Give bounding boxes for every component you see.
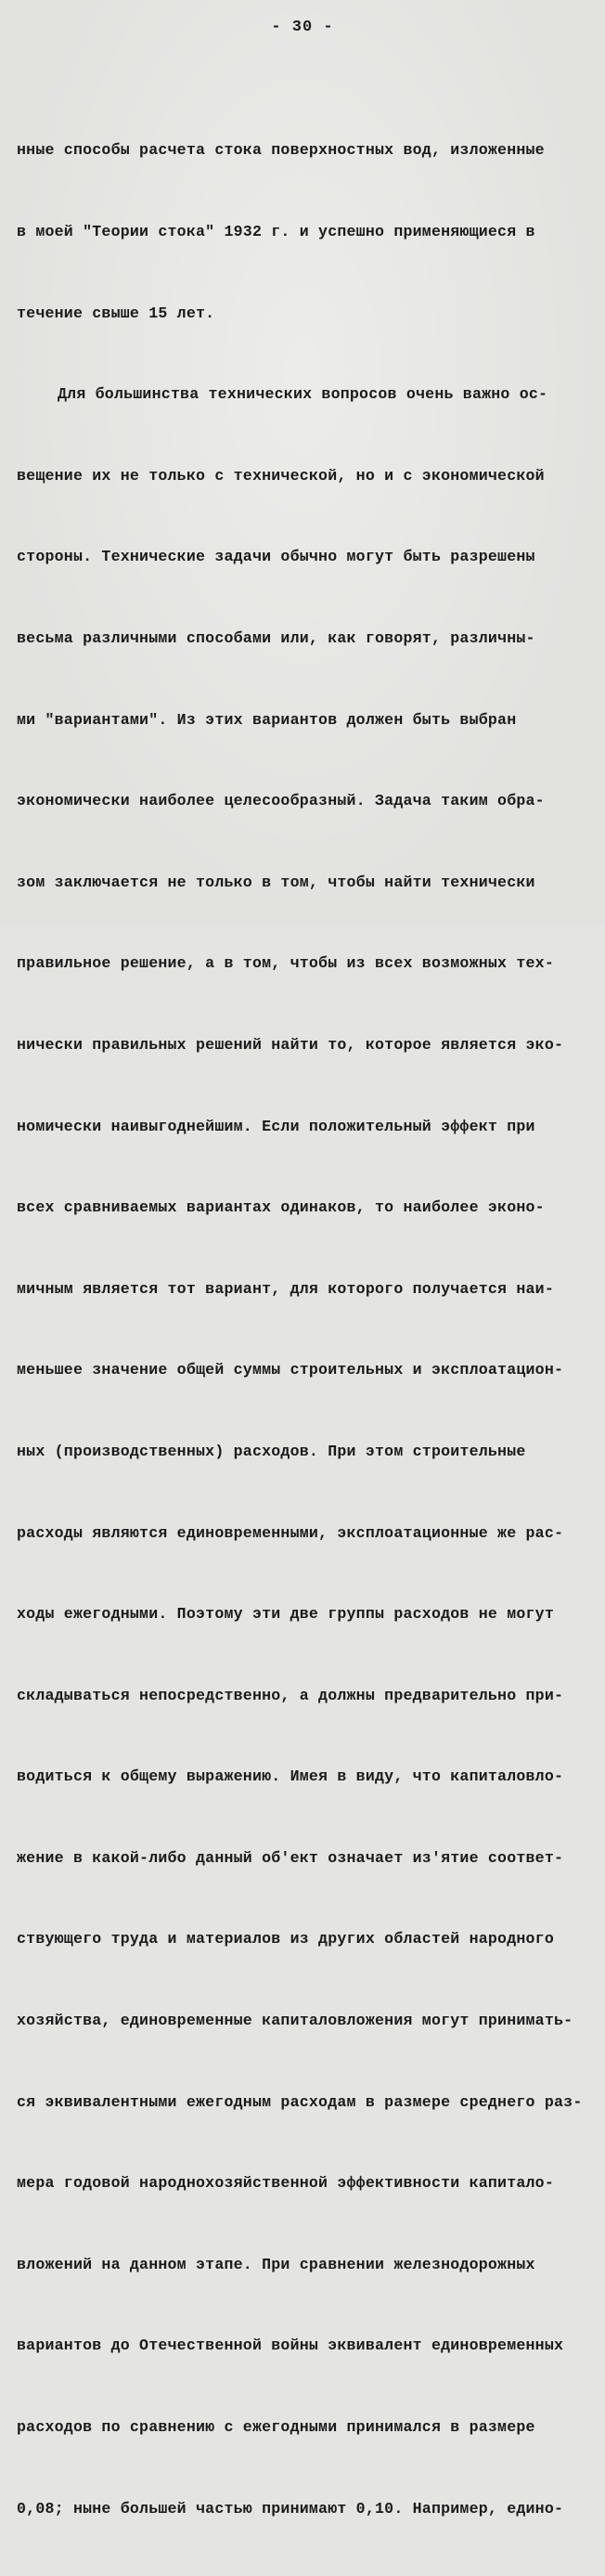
text-line: ми "вариантами". Из этих вариантов должен быть выбран (17, 710, 517, 729)
text-line: в моей "Теории стока" 1932 г. и успешно применяющиеся в (17, 223, 535, 240)
body-text (17, 83, 585, 2576)
text-line: ся эквивалентными ежегодным расходам в размере среднего раз- (17, 2092, 583, 2111)
text-line: ходы ежегодными. Поэтому эти две группы расходов не могут (17, 1605, 554, 1624)
page-number: - 30 - (271, 19, 334, 36)
paragraph-first-line: Для большинства технических вопросов очень важно ос- (58, 385, 548, 404)
text-line: меньшее значение общей суммы строительных и эксплоатацион- (17, 1361, 564, 1379)
text-line: нически правильных решений найти то, которое является эко- (17, 1035, 564, 1054)
text-line: расходов по сравнению с ежегодными принимался в размере (17, 2418, 535, 2437)
text-line: экономически наиболее целесообразный. Задача таким обра- (17, 792, 545, 810)
text-line: течение свыше 15 лет. (17, 304, 215, 322)
text-line: всех сравниваемых вариантах одинаков, то наиболее эконо- (17, 1198, 545, 1217)
text-line: весьма различными способами или, как говорят, различны- (17, 628, 535, 647)
text-line: вещение их не только с технической, но и с экономической (17, 466, 545, 485)
text-line: расходы являются единовременными, эксплоатационные же рас- (17, 1523, 564, 1542)
text-line: водиться к общему выражению. Имея в виду, что капиталовло- (17, 1767, 564, 1786)
text-line: зом заключается не только в том, чтобы найти технически (17, 873, 535, 891)
text-line: номически наивыгоднейшим. Если положительный эффект при (17, 1117, 535, 1135)
text-line: нные способы расчета стока поверхностных вод, изложенные (17, 141, 545, 160)
text-line: хозяйства, единовременные капиталовложения могут принимать- (17, 2012, 573, 2030)
text-line: правильное решение, а в том, чтобы из всех возможных тех- (17, 954, 554, 973)
text-line: 0,08; ныне большей частью принимают 0,10. Например, едино- (17, 2499, 564, 2518)
text-line: складываться непосредственно, а должны предварительно при- (17, 1686, 564, 1704)
text-line: ных (производственных) расходов. При этом строительные (17, 1442, 526, 1460)
text-line: мера годовой народнохозяйственной эффективности капитало- (17, 2174, 554, 2193)
text-line: жение в какой-либо данный об'ект означает из'ятие соответ- (17, 1848, 564, 1867)
text-line: вариантов до Отечественной войны эквивалент единовременных (17, 2337, 564, 2355)
text-line: вложений на данном этапе. При сравнении железнодорожных (17, 2255, 535, 2273)
text-line: стороны. Технические задачи обычно могут быть разрешены (17, 548, 535, 566)
text-line: ствующего труда и материалов из других областей народного (17, 1930, 554, 1948)
text-line: мичным является тот вариант, для которого получается наи- (17, 1279, 554, 1298)
